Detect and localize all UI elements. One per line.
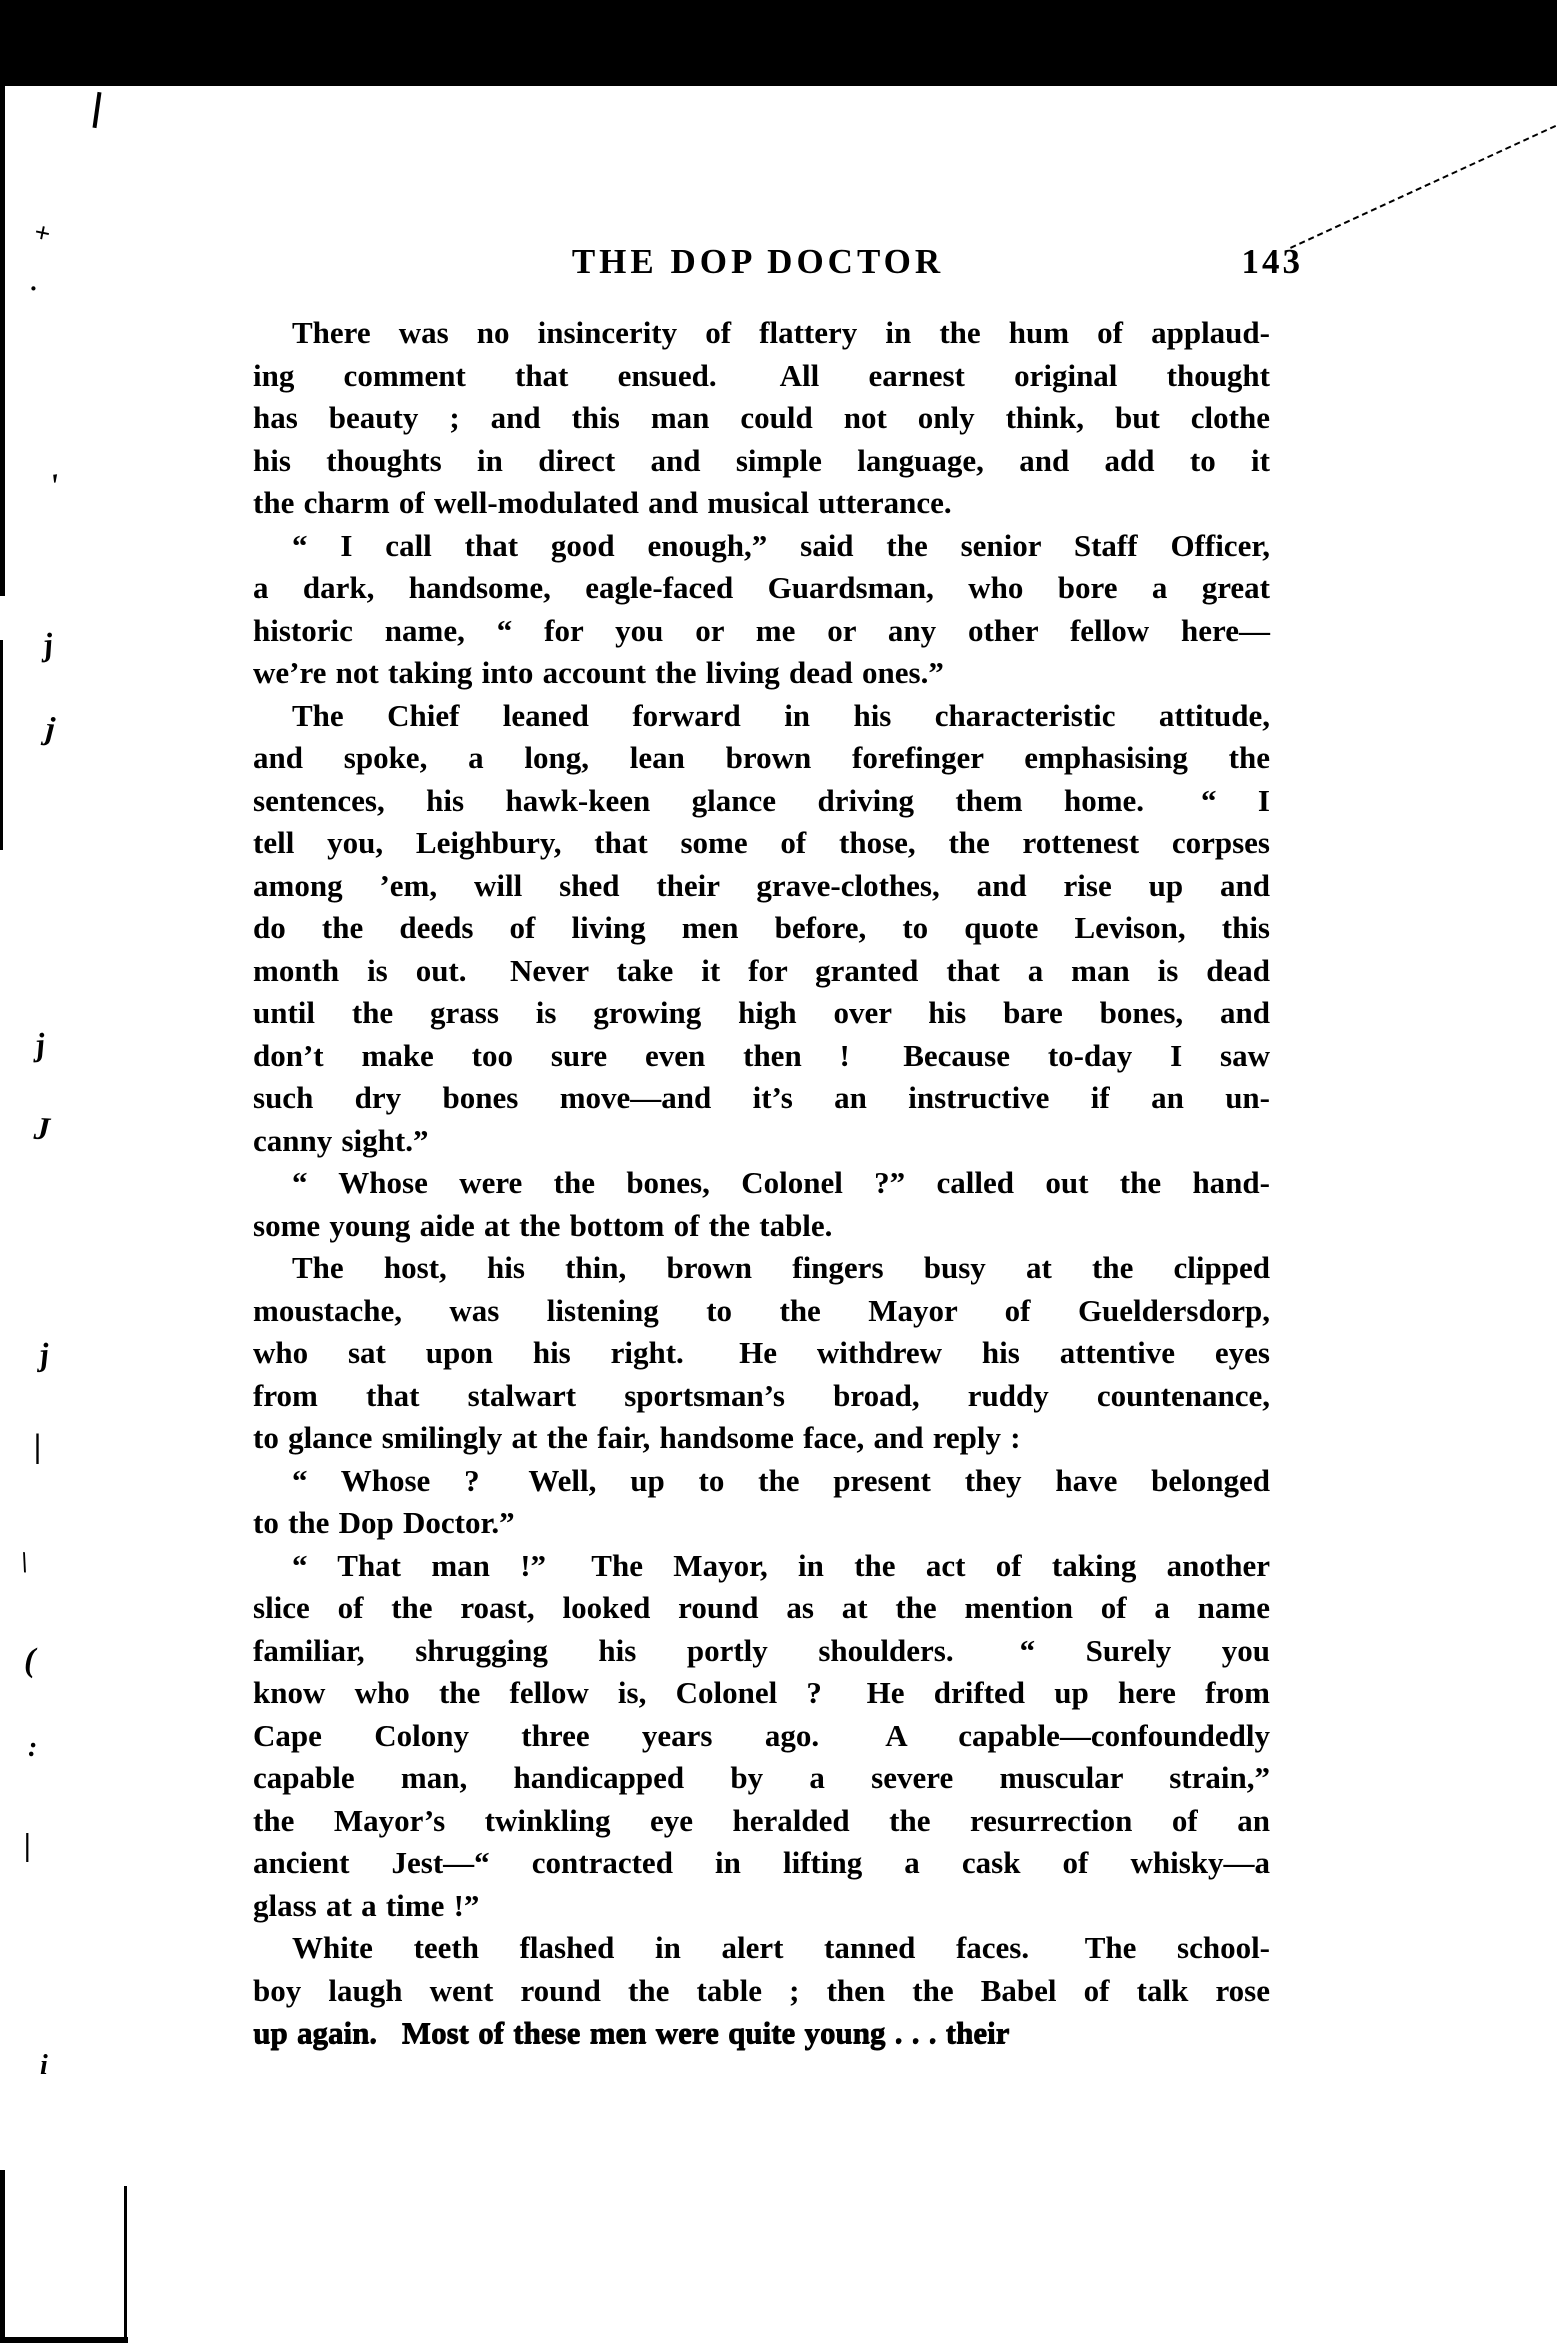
text-line: historic name, “ for you or me or any other fellow here— xyxy=(253,612,1270,648)
page-number: 143 xyxy=(1241,242,1303,281)
text-line: the charm of well-modulated and musical utterance. xyxy=(253,485,952,520)
body-text xyxy=(253,312,1270,2055)
text-line: The Chief leaned forward in his characteristic attitude, xyxy=(292,697,1270,733)
text-line: has beauty ; and this man could not only think, but clothe xyxy=(253,400,1270,435)
text-line: to glance smilingly at the fair, handsome face, and reply : xyxy=(253,1420,1021,1455)
text-line: moustache, was listening to the Mayor of Gueldersdorp, xyxy=(253,1292,1270,1328)
margin-mark: i xyxy=(40,2050,48,2081)
margin-mark: ( xyxy=(24,1642,36,1679)
text-line: up again. Most of these men were quite young . . . their xyxy=(253,2015,1010,2050)
margin-mark: | xyxy=(34,1428,42,1465)
text-line: do the deeds of living men before, to quote Levison, this xyxy=(253,910,1270,945)
text-line: Cape Colony three years ago. A capable—confoundedly xyxy=(253,1717,1270,1753)
text-line: from that stalwart sportsman’s broad, ruddy countenance, xyxy=(253,1377,1270,1413)
text-line: among ’em, will shed their grave-clothes, and rise up and xyxy=(253,867,1270,903)
scan-edge-top xyxy=(0,0,1557,86)
text-line: the Mayor’s twinkling eye heralded the resurrection of an xyxy=(253,1802,1270,1838)
text-line: slice of the roast, looked round as at the mention of a name xyxy=(253,1590,1270,1625)
text-line: “ Whose ? Well, up to the present they have belonged xyxy=(292,1462,1270,1498)
page-header xyxy=(253,242,1303,288)
text-line: until the grass is growing high over his bare bones, and xyxy=(253,995,1270,1030)
margin-mark: ' xyxy=(47,467,62,506)
text-line: “ Whose were the bones, Colonel ?” called out the hand- xyxy=(292,1165,1270,1200)
margin-mark: + xyxy=(31,216,54,251)
text-line: don’t make too sure even then ! Because to-day I saw xyxy=(253,1037,1270,1073)
text-line: There was no insincerity of flattery in the hum of applaud- xyxy=(292,315,1270,350)
text-line: familiar, shrugging his portly shoulders. “ Surely you xyxy=(253,1632,1270,1668)
text-line: and spoke, a long, lean brown forefinger emphasising the xyxy=(253,740,1270,775)
ink-mark xyxy=(0,640,3,850)
text-line: boy laugh went round the table ; then the Babel of talk rose xyxy=(253,1972,1270,2008)
text-line: his thoughts in direct and simple language, and add to it xyxy=(253,442,1270,478)
margin-mark: \ xyxy=(18,1545,31,1580)
text-line: a dark, handsome, eagle-faced Guardsman, who bore a great xyxy=(253,570,1270,605)
text-line: capable man, handicapped by a severe muscular strain,” xyxy=(253,1760,1270,1795)
text-line: we’re not taking into account the living dead ones.” xyxy=(253,655,944,690)
text-line: who sat upon his right. He withdrew his attentive eyes xyxy=(253,1335,1270,1370)
margin-mark: | xyxy=(24,1826,32,1862)
margin-mark: j xyxy=(44,709,57,747)
text-line: “ I call that good enough,” said the senior Staff Officer, xyxy=(292,527,1270,563)
text-line: know who the fellow is, Colonel ? He drifted up here from xyxy=(253,1675,1270,1710)
ink-mark xyxy=(124,2186,127,2343)
text-line: glass at a time !” xyxy=(253,1887,480,1923)
text-line: sentences, his hawk-keen glance driving them home. “ I xyxy=(253,782,1270,818)
ink-mark xyxy=(0,2170,5,2343)
ink-mark xyxy=(93,92,102,128)
text-line: tell you, Leighbury, that some of those, the rottenest corpses xyxy=(253,825,1270,860)
margin-mark: : xyxy=(28,1732,38,1763)
text-line: ing comment that ensued. All earnest original thought xyxy=(253,357,1270,393)
ink-mark xyxy=(0,86,5,596)
crease-dash-line xyxy=(1290,125,1556,249)
text-line: some young aide at the bottom of the table. xyxy=(253,1207,833,1243)
running-title: THE DOP DOCTOR xyxy=(571,242,945,281)
text-line: such dry bones move—and it’s an instructive if an un- xyxy=(253,1080,1270,1115)
text-line: to the Dop Doctor.” xyxy=(253,1505,515,1540)
margin-mark: j xyxy=(38,1335,51,1373)
text-line: White teeth flashed in alert tanned faces. The school- xyxy=(292,1930,1270,1965)
text-line: ancient Jest—“ contracted in lifting a cask of whisky—a xyxy=(253,1845,1270,1880)
text-line: canny sight.” xyxy=(253,1122,429,1158)
margin-mark: · xyxy=(30,274,37,303)
margin-mark: j xyxy=(34,1025,47,1063)
text-line: The host, his thin, brown fingers busy at the clipped xyxy=(292,1250,1270,1285)
text-line: month is out. Never take it for granted that a man is dead xyxy=(253,952,1270,988)
text-line: “ That man !” The Mayor, in the act of taking another xyxy=(292,1547,1270,1583)
margin-mark: J xyxy=(33,1109,51,1147)
ink-mark xyxy=(0,2337,128,2343)
margin-mark: j xyxy=(42,625,55,663)
